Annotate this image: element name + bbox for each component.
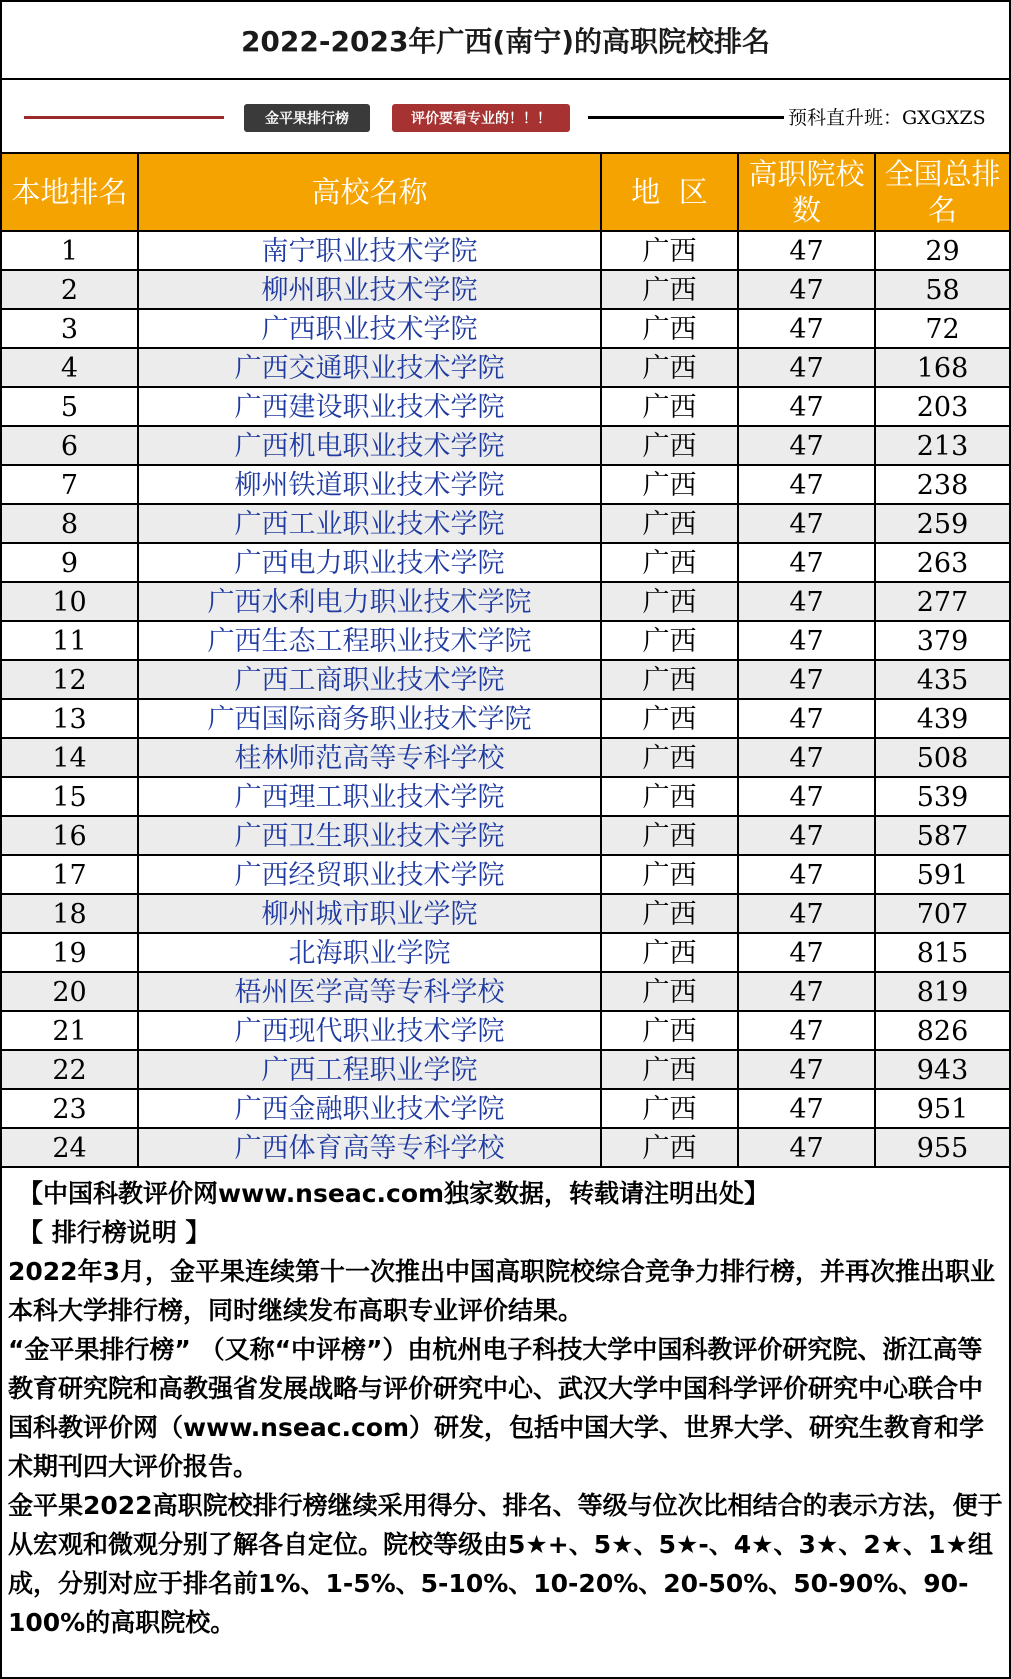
cell-school-name: 梧州医学高等专科学校: [138, 972, 601, 1011]
table-row: [2, 855, 1009, 894]
cell-school-count: 47: [738, 699, 875, 738]
cell-school-count: 47: [738, 1011, 875, 1050]
cell-school-name: 广西生态工程职业技术学院: [138, 621, 601, 660]
cell-local-rank: 3: [2, 309, 138, 348]
cell-region: 广西: [601, 543, 738, 582]
page-title: 2022-2023年广西(南宁)的高职院校排名: [2, 2, 1009, 80]
cell-local-rank: 4: [2, 348, 138, 387]
banner: [2, 80, 1009, 154]
cell-school-name: 广西水利电力职业技术学院: [138, 582, 601, 621]
cell-school-name: 广西电力职业技术学院: [138, 543, 601, 582]
cell-school-count: 47: [738, 1128, 875, 1167]
cell-school-count: 47: [738, 231, 875, 270]
cell-school-count: 47: [738, 621, 875, 660]
cell-region: 广西: [601, 1011, 738, 1050]
table-row: [2, 348, 1009, 387]
ranking-table: [2, 154, 1009, 1168]
cell-local-rank: 6: [2, 426, 138, 465]
cell-national-rank: 379: [875, 621, 1009, 660]
cell-school-name: 南宁职业技术学院: [138, 231, 601, 270]
cell-school-name: 广西建设职业技术学院: [138, 387, 601, 426]
cell-region: 广西: [601, 348, 738, 387]
table-row: [2, 582, 1009, 621]
notes-paragraph: “金平果排行榜” （又称“中评榜”）由杭州电子科技大学中国科教评价研究院、浙江高等教育研究院和高教强省发展战略与评价研究中心、武汉大学中国科学评价研究中心联合中国科教评价网（www.nseac.com）研发，包括中国大学、世界大学、研究生教育和学术期刊四大评价报告。: [8, 1335, 985, 1481]
cell-local-rank: 17: [2, 855, 138, 894]
table-row: [2, 1089, 1009, 1128]
cell-school-count: 47: [738, 1089, 875, 1128]
cell-school-count: 47: [738, 270, 875, 309]
cell-local-rank: 18: [2, 894, 138, 933]
cell-local-rank: 9: [2, 543, 138, 582]
cell-national-rank: 826: [875, 1011, 1009, 1050]
cell-region: 广西: [601, 387, 738, 426]
cell-school-name: 广西国际商务职业技术学院: [138, 699, 601, 738]
cell-school-count: 47: [738, 387, 875, 426]
cell-region: 广西: [601, 1050, 738, 1089]
cell-region: 广西: [601, 1128, 738, 1167]
table-row: [2, 504, 1009, 543]
header-region: 地 区: [601, 154, 738, 231]
cell-national-rank: 819: [875, 972, 1009, 1011]
header-national-rank: 全国总排名: [875, 154, 1009, 231]
decorative-line-right: [588, 116, 784, 119]
cell-national-rank: 815: [875, 933, 1009, 972]
table-row: [2, 231, 1009, 270]
cell-national-rank: 955: [875, 1128, 1009, 1167]
header-local-rank: 本地排名: [2, 154, 138, 231]
cell-region: 广西: [601, 309, 738, 348]
cell-region: 广西: [601, 777, 738, 816]
cell-local-rank: 20: [2, 972, 138, 1011]
table-row: [2, 621, 1009, 660]
cell-school-name: 广西工业职业技术学院: [138, 504, 601, 543]
cell-school-name: 广西工商职业技术学院: [138, 660, 601, 699]
table-row: [2, 972, 1009, 1011]
cell-school-name: 广西职业技术学院: [138, 309, 601, 348]
notes-heading: 【 排行榜说明 】: [18, 1218, 211, 1247]
cell-region: 广西: [601, 738, 738, 777]
cell-region: 广西: [601, 465, 738, 504]
table-row: [2, 1050, 1009, 1089]
cell-local-rank: 16: [2, 816, 138, 855]
cell-region: 广西: [601, 933, 738, 972]
cell-national-rank: 259: [875, 504, 1009, 543]
brand-badge: 金平果排行榜: [244, 104, 370, 132]
cell-local-rank: 23: [2, 1089, 138, 1128]
cell-national-rank: 263: [875, 543, 1009, 582]
cell-school-count: 47: [738, 972, 875, 1011]
cell-local-rank: 1: [2, 231, 138, 270]
table-row: [2, 777, 1009, 816]
cell-school-count: 47: [738, 348, 875, 387]
notes-paragraph: 2022年3月，金平果连续第十一次推出中国高职院校综合竞争力排行榜，并再次推出职业本科大学排行榜，同时继续发布高职专业评价结果。: [8, 1257, 995, 1325]
cell-school-count: 47: [738, 777, 875, 816]
cell-school-name: 柳州城市职业学院: [138, 894, 601, 933]
cell-school-name: 广西交通职业技术学院: [138, 348, 601, 387]
slogan-badge: 评价要看专业的！！！: [392, 104, 570, 132]
cell-local-rank: 15: [2, 777, 138, 816]
table-row: [2, 660, 1009, 699]
promo-text: 预科直升班：GXGXZS: [788, 107, 986, 129]
cell-region: 广西: [601, 699, 738, 738]
cell-national-rank: 168: [875, 348, 1009, 387]
table-row: [2, 933, 1009, 972]
cell-national-rank: 435: [875, 660, 1009, 699]
table-row: [2, 699, 1009, 738]
cell-local-rank: 13: [2, 699, 138, 738]
table-row: [2, 1011, 1009, 1050]
cell-national-rank: 213: [875, 426, 1009, 465]
cell-region: 广西: [601, 894, 738, 933]
cell-national-rank: 587: [875, 816, 1009, 855]
cell-region: 广西: [601, 504, 738, 543]
cell-region: 广西: [601, 855, 738, 894]
cell-local-rank: 8: [2, 504, 138, 543]
table-header-row: [2, 154, 1009, 231]
cell-school-count: 47: [738, 309, 875, 348]
cell-national-rank: 539: [875, 777, 1009, 816]
cell-region: 广西: [601, 816, 738, 855]
notes-paragraph: 金平果2022高职院校排行榜继续采用得分、排名、等级与位次比相结合的表示方法，便于从宏观和微观分别了解各自定位。院校等级由5★+、5★、5★-、4★、3★、2★、1★组成，分别对应于排名前1%、1-5%、5-10%、10-20%、20-50%、50-90%、90-100%的高职院校。: [8, 1491, 1003, 1637]
cell-local-rank: 2: [2, 270, 138, 309]
decorative-line-left: [24, 116, 224, 119]
cell-school-name: 北海职业学院: [138, 933, 601, 972]
cell-school-name: 广西卫生职业技术学院: [138, 816, 601, 855]
cell-local-rank: 10: [2, 582, 138, 621]
cell-local-rank: 22: [2, 1050, 138, 1089]
cell-local-rank: 5: [2, 387, 138, 426]
cell-national-rank: 238: [875, 465, 1009, 504]
cell-national-rank: 439: [875, 699, 1009, 738]
cell-national-rank: 58: [875, 270, 1009, 309]
table-row: [2, 543, 1009, 582]
table-row: [2, 309, 1009, 348]
table-row: [2, 816, 1009, 855]
table-row: [2, 426, 1009, 465]
cell-national-rank: 277: [875, 582, 1009, 621]
cell-school-name: 广西机电职业技术学院: [138, 426, 601, 465]
cell-school-count: 47: [738, 855, 875, 894]
cell-region: 广西: [601, 972, 738, 1011]
cell-local-rank: 14: [2, 738, 138, 777]
cell-local-rank: 19: [2, 933, 138, 972]
table-row: [2, 270, 1009, 309]
cell-local-rank: 7: [2, 465, 138, 504]
cell-school-name: 广西经贸职业技术学院: [138, 855, 601, 894]
cell-national-rank: 943: [875, 1050, 1009, 1089]
cell-national-rank: 591: [875, 855, 1009, 894]
table-row: [2, 387, 1009, 426]
cell-region: 广西: [601, 426, 738, 465]
cell-region: 广西: [601, 582, 738, 621]
cell-school-count: 47: [738, 816, 875, 855]
cell-school-name: 广西金融职业技术学院: [138, 1089, 601, 1128]
cell-school-name: 桂林师范高等专科学校: [138, 738, 601, 777]
cell-school-name: 广西工程职业学院: [138, 1050, 601, 1089]
cell-local-rank: 12: [2, 660, 138, 699]
cell-school-name: 柳州铁道职业技术学院: [138, 465, 601, 504]
cell-school-count: 47: [738, 738, 875, 777]
cell-school-name: 广西体育高等专科学校: [138, 1128, 601, 1167]
cell-region: 广西: [601, 1089, 738, 1128]
cell-national-rank: 951: [875, 1089, 1009, 1128]
cell-national-rank: 707: [875, 894, 1009, 933]
cell-school-count: 47: [738, 582, 875, 621]
cell-school-name: 柳州职业技术学院: [138, 270, 601, 309]
cell-school-count: 47: [738, 543, 875, 582]
cell-national-rank: 72: [875, 309, 1009, 348]
table-body: [2, 231, 1009, 1167]
cell-school-count: 47: [738, 426, 875, 465]
cell-region: 广西: [601, 660, 738, 699]
cell-region: 广西: [601, 231, 738, 270]
cell-local-rank: 21: [2, 1011, 138, 1050]
table-row: [2, 465, 1009, 504]
notes-section: [2, 1168, 1009, 1642]
source-note: 【中国科教评价网www.nseac.com独家数据，转载请注明出处】: [18, 1179, 770, 1208]
table-row: [2, 1128, 1009, 1167]
cell-region: 广西: [601, 270, 738, 309]
cell-school-count: 47: [738, 1050, 875, 1089]
cell-local-rank: 11: [2, 621, 138, 660]
cell-school-count: 47: [738, 504, 875, 543]
cell-local-rank: 24: [2, 1128, 138, 1167]
cell-school-count: 47: [738, 660, 875, 699]
cell-region: 广西: [601, 621, 738, 660]
cell-national-rank: 203: [875, 387, 1009, 426]
header-school-count: 高职院校数: [738, 154, 875, 231]
cell-school-count: 47: [738, 894, 875, 933]
header-school-name: 高校名称: [138, 154, 601, 231]
cell-school-name: 广西现代职业技术学院: [138, 1011, 601, 1050]
cell-national-rank: 29: [875, 231, 1009, 270]
cell-national-rank: 508: [875, 738, 1009, 777]
cell-school-count: 47: [738, 465, 875, 504]
cell-school-count: 47: [738, 933, 875, 972]
table-row: [2, 738, 1009, 777]
cell-school-name: 广西理工职业技术学院: [138, 777, 601, 816]
table-row: [2, 894, 1009, 933]
